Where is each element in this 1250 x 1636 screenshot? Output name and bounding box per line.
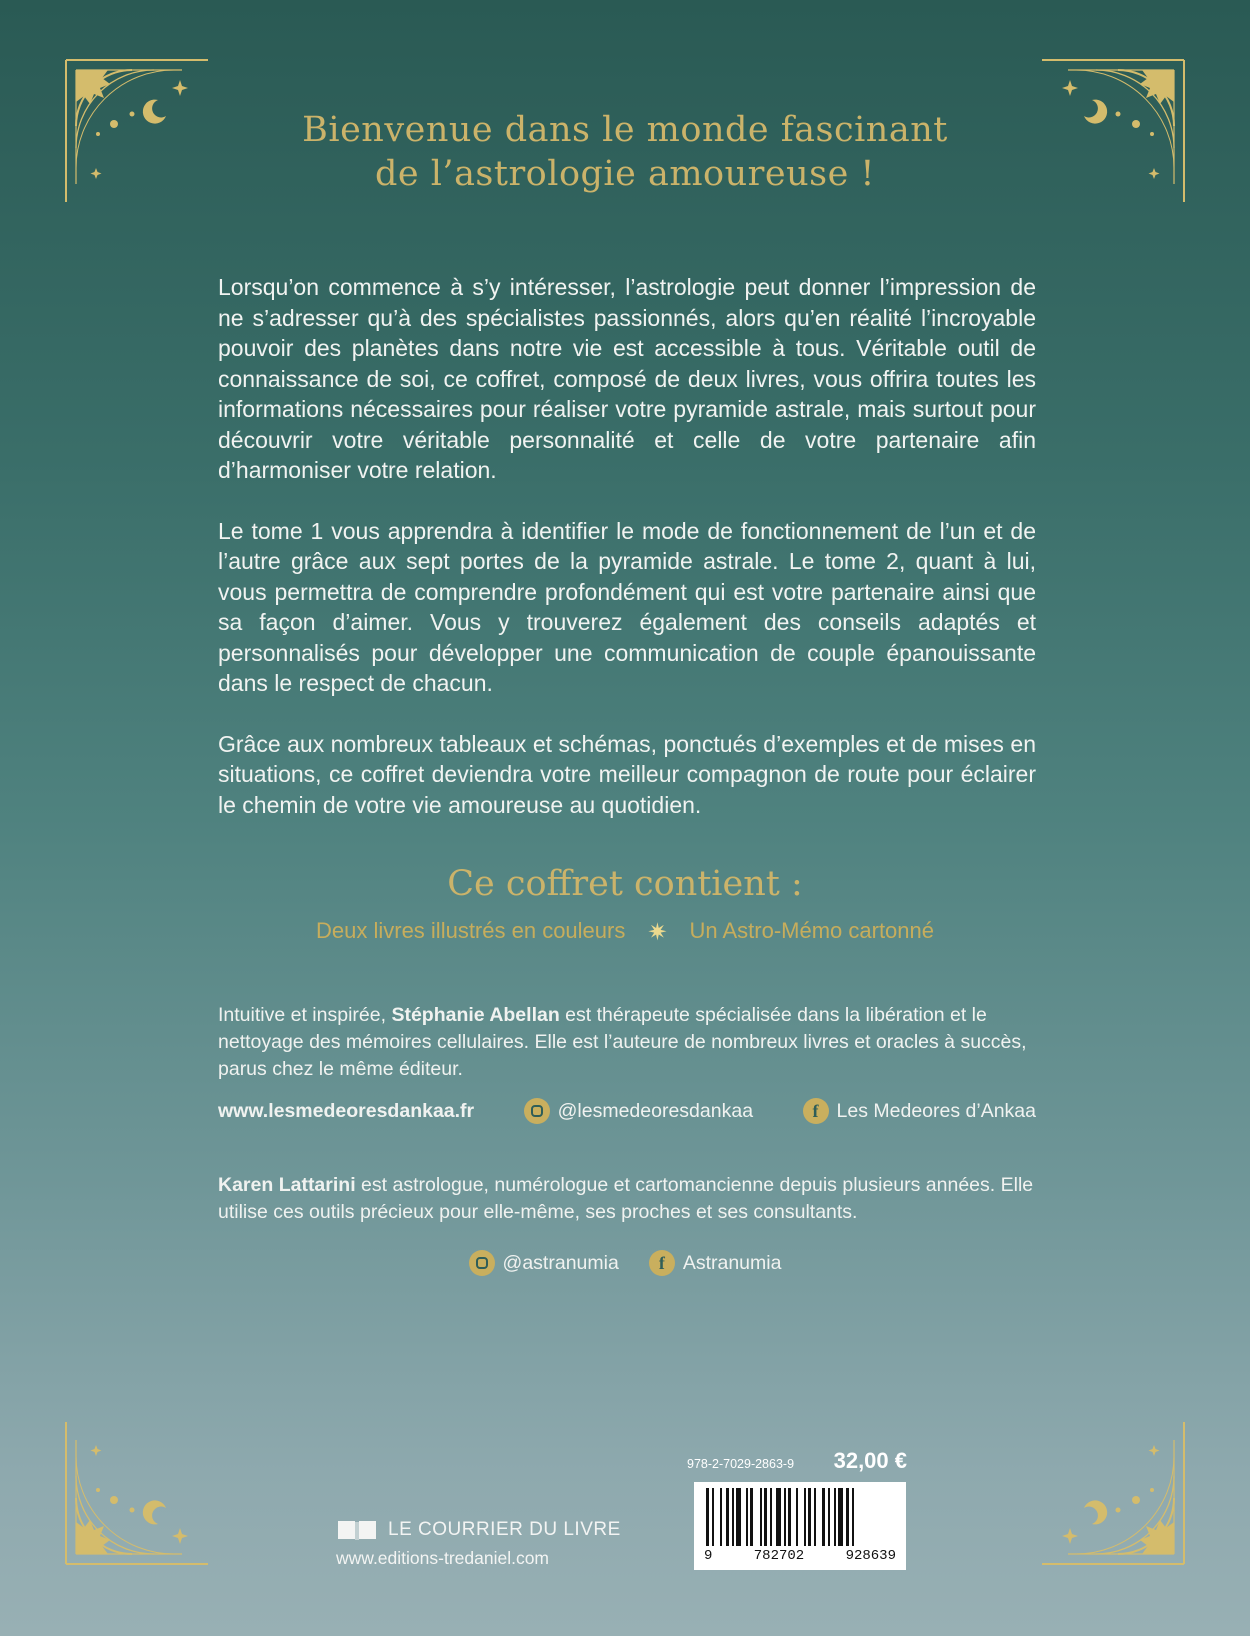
price: 32,00 € <box>833 1448 907 1473</box>
description-paragraph-2: Le tome 1 vous apprendra à identifier le mode de fonctionnement de l’un et de l’autre grâce aux sept portes de la pyramide astrale. Le tome 2, quant à lui, vous permettra de comprendre profondément qui est votre partenaire ainsi que sa façon d’aimer. Vous y trouverez également des conseils adaptés et personnalisés pour développer une communication de couple épanouissante dans le respect de chacun. <box>218 517 1036 696</box>
author-2-links <box>0 1250 1250 1276</box>
barcode-bar <box>796 1488 798 1546</box>
author-2-name: Karen Lattarini <box>218 1174 356 1196</box>
isbn-number: 978-2-7029-2863-9 <box>687 1457 795 1471</box>
barcode-bar <box>838 1488 843 1546</box>
description-paragraph-1: Lorsqu’on commence à s’y intéresser, l’astrologie peut donner l’impression de ne s’adresser qu’à des spécialistes passionnés, alors qu’en réalité l’incroyable pouvoir des planètes dans notre vie est accessible à tous. Véritable outil de connaissance de soi, ce coffret, composé de deux livres, vous offrira toutes les informations nécessaires pour réaliser votre pyramide astrale, mais surtout pour découvrir votre véritable personnalité et celle de votre partenaire afin d’harmoniser votre relation. <box>218 274 1036 483</box>
open-book-icon <box>336 1518 378 1542</box>
isbn-price-line <box>687 1448 907 1474</box>
coffret-title: Ce coffret contient : <box>447 864 803 904</box>
barcode-digits <box>702 1548 898 1564</box>
barcode-digits-right: 928639 <box>845 1548 896 1564</box>
barcode <box>694 1482 906 1570</box>
celestial-corner-icon <box>1038 1418 1188 1568</box>
barcode-bar <box>720 1488 722 1546</box>
author-2-text: est astrologue, numérologue et cartomancienne depuis plusieurs années. Elle utilise ces outils précieux pour elle-même, ses proches et ses consultants. <box>218 1174 1034 1223</box>
author-1-facebook-page: Les Medeores d’Ankaa <box>836 1099 1036 1122</box>
author-1-instagram[interactable] <box>524 1098 753 1124</box>
facebook-icon: f <box>649 1250 675 1276</box>
barcode-bar <box>760 1488 762 1546</box>
barcode-digits-left: 782702 <box>753 1548 805 1564</box>
description <box>218 272 1036 850</box>
barcode-bar <box>804 1488 806 1546</box>
publisher-name: LE COURRIER DU LIVRE <box>388 1519 621 1540</box>
author-1-website[interactable]: www.lesmedeoresdankaa.fr <box>218 1099 475 1122</box>
publisher-website[interactable]: www.editions-tredaniel.com <box>336 1548 550 1568</box>
instagram-icon <box>469 1250 495 1276</box>
celestial-corner-icon <box>62 1418 212 1568</box>
barcode-bar <box>712 1488 714 1546</box>
barcode-bar <box>776 1488 781 1546</box>
barcode-bars <box>702 1488 898 1546</box>
barcode-bar <box>822 1488 825 1546</box>
barcode-bar <box>788 1488 791 1546</box>
barcode-bar <box>750 1488 753 1546</box>
publisher-block <box>336 1518 621 1569</box>
author-2-instagram-handle: @astranumia <box>502 1251 619 1274</box>
barcode-digit-first: 9 <box>704 1548 713 1564</box>
author-1-name: Stéphanie Abellan <box>391 1004 560 1026</box>
barcode-bar <box>736 1488 741 1546</box>
barcode-bar <box>846 1488 849 1546</box>
publisher-logo <box>336 1518 621 1542</box>
barcode-bar <box>852 1488 854 1546</box>
barcode-bar <box>726 1488 729 1546</box>
author-2-facebook[interactable] <box>649 1250 782 1276</box>
barcode-bar <box>814 1488 816 1546</box>
author-2-instagram[interactable] <box>469 1250 619 1276</box>
barcode-bar <box>770 1488 772 1546</box>
corner-ornament-bottom-right <box>1038 1418 1188 1568</box>
coffret-item-books: Deux livres illustrés en couleurs <box>316 918 626 943</box>
headline-line-1: Bienvenue dans le monde fascinant <box>302 110 948 150</box>
headline-line-2: de l’astrologie amoureuse ! <box>375 154 875 194</box>
author-1-links <box>218 1098 1036 1124</box>
barcode-bar <box>746 1488 748 1546</box>
barcode-bar <box>828 1488 830 1546</box>
author-1-bio <box>218 1002 1036 1083</box>
instagram-icon <box>524 1098 550 1124</box>
barcode-bar <box>732 1488 734 1546</box>
author-1-instagram-handle: @lesmedeoresdankaa <box>557 1099 754 1122</box>
author-1-intro: Intuitive et inspirée, <box>218 1004 387 1026</box>
author-2-facebook-page: Astranumia <box>682 1251 782 1274</box>
star-separator-icon: ✷ <box>647 919 668 946</box>
facebook-icon: f <box>803 1098 829 1124</box>
barcode-bar <box>834 1488 836 1546</box>
barcode-bar <box>784 1488 786 1546</box>
author-1-text: est thérapeute spécialisée dans la libération et le nettoyage des mémoires cellulaires. Elle est l’auteure de nombreux livres et oracles à succès, parus chez le même éditeur. <box>218 1004 1027 1080</box>
author-1-facebook[interactable] <box>803 1098 1036 1124</box>
author-2-bio <box>218 1172 1036 1226</box>
corner-ornament-bottom-left <box>62 1418 212 1568</box>
barcode-bar <box>764 1488 767 1546</box>
description-paragraph-3: Grâce aux nombreux tableaux et schémas, ponctués d’exemples et de mises en situations, ce coffret deviendra votre meilleur compagnon de route pour éclairer le chemin de votre vie amoureuse au quotidien. <box>218 730 1036 818</box>
cover-headline <box>0 108 1250 196</box>
barcode-bar <box>808 1488 811 1546</box>
coffret-contents <box>0 918 1250 947</box>
coffret-item-memo: Un Astro-Mémo cartonné <box>689 918 934 943</box>
barcode-bar <box>706 1488 709 1546</box>
